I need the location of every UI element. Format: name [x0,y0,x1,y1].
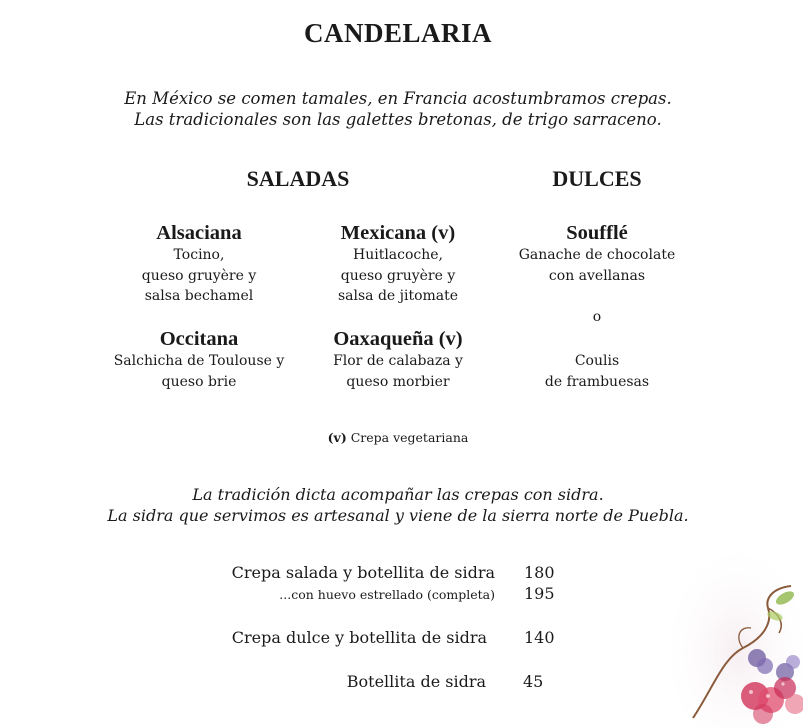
dulces-separator: o [592,309,602,325]
dish-name: Alsaciana [156,222,242,244]
menu-title: CANDELARIA [303,18,492,48]
cider-note-line: La sidra que servimos es artesanal y viene de la sierra norte de Puebla. [107,506,689,525]
dish-oaxaquena [298,327,498,392]
section-heading-saladas: SALADAS [246,166,350,191]
dish-mexicana [298,221,498,307]
price-value: 180 [524,563,555,582]
price-label: ...con huevo estrellado (completa) [279,587,495,602]
dish-ingredient: con avellanas [548,267,646,284]
section-heading-dulces: DULCES [552,166,642,191]
dish-ingredient: Salchicha de Toulouse y [113,353,285,369]
dish-ingredient: Coulis [574,353,620,369]
dish-ingredient: Flor de calabaza y [333,353,463,369]
vegetarian-legend-text: Crepa vegetariana [346,430,469,445]
intro-line: En México se comen tamales, en Francia acostumbramos crepas. [124,89,672,108]
vegetarian-legend [0,430,796,445]
dish-souffle [497,221,697,286]
dish-ingredient: queso morbier [346,373,450,390]
dish-ingredient: de frambuesas [544,373,650,390]
vegetarian-symbol: (v) [327,430,347,445]
cider-note [0,484,796,526]
dish-coulis [497,351,697,392]
dish-name: Soufflé [566,222,628,244]
intro-line: Las tradicionales son las galettes bretonas, de trigo sarraceno. [134,110,662,129]
dish-name: Mexicana (v) [340,222,456,244]
dish-name: Oaxaqueña (v) [333,328,463,350]
price-label: Botellita de sidra [346,672,486,691]
raspberry-vine-icon [673,538,803,728]
dish-name: Occitana [159,328,239,350]
dish-occitana [99,327,299,392]
price-label: Crepa dulce y botellita de sidra [231,628,487,647]
intro-text [0,88,796,130]
dish-ingredient: queso brie [161,373,237,390]
dish-ingredient: queso gruyère y [141,267,257,284]
dish-ingredient: Tocino, [173,247,225,263]
dish-ingredient: Ganache de chocolate [518,247,676,263]
dish-alsaciana [99,221,299,307]
price-value: 45 [523,672,544,691]
price-value: 140 [524,628,555,647]
cider-note-line: La tradición dicta acompañar las crepas con sidra. [192,485,604,504]
price-label: Crepa salada y botellita de sidra [231,563,495,582]
dish-ingredient: salsa bechamel [144,288,254,304]
dish-ingredient: queso gruyère y [340,267,456,284]
dish-ingredient: Huitlacoche, [352,247,443,263]
dish-ingredient: salsa de jitomate [337,288,459,304]
price-value: 195 [524,584,555,603]
